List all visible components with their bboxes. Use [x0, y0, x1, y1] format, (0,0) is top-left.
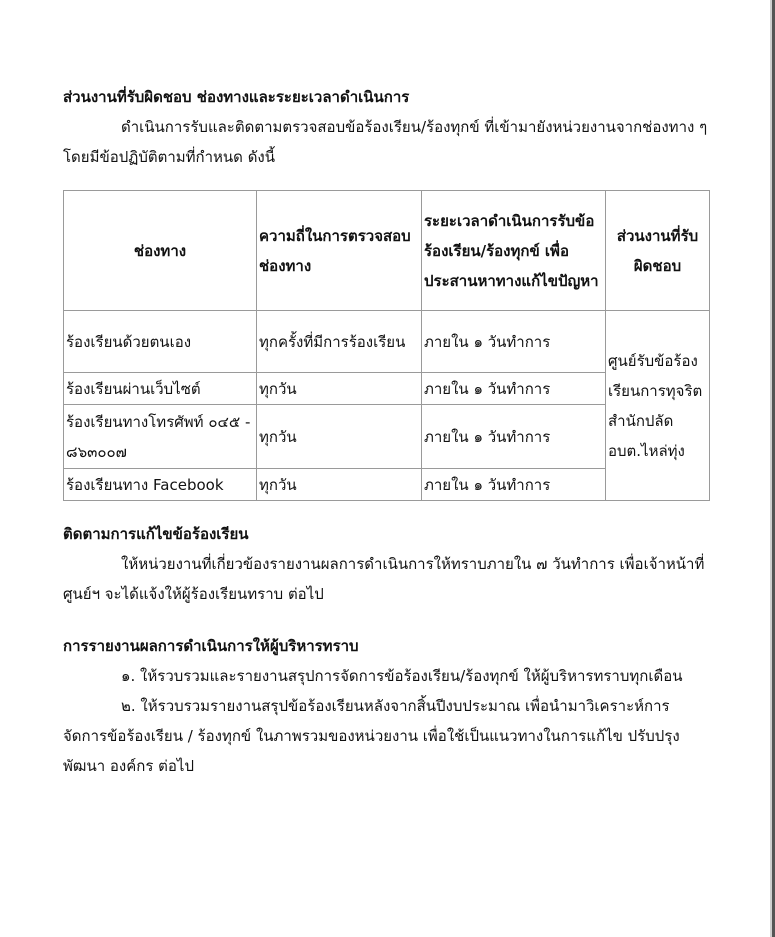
header-channel: ช่องทาง — [64, 191, 257, 311]
table-header-row — [64, 191, 710, 311]
section-paragraph-responsibility: ดำเนินการรับและติดตามตรวจสอบข้อร้องเรียน/ร้องทุกข์ ที่เข้ามายังหน่วยงานจากช่องทาง ๆ โดยมีข้อปฏิบัติตามที่กำหนด ดังนี้ — [63, 118, 708, 166]
channels-table — [63, 190, 710, 501]
cell-frequency: ทุกวัน — [257, 373, 422, 405]
spacer — [63, 501, 713, 519]
table-row — [64, 311, 710, 373]
section-heading-reporting: การรายงานผลการดำเนินการให้ผู้บริหารทราบ — [63, 637, 359, 655]
header-frequency: ความถี่ในการตรวจสอบช่องทาง — [257, 191, 422, 311]
document-body — [63, 82, 713, 781]
cell-timeframe: ภายใน ๑ วันทำการ — [422, 373, 606, 405]
cell-timeframe: ภายใน ๑ วันทำการ — [422, 311, 606, 373]
cell-channel: ร้องเรียนทาง Facebook — [64, 469, 257, 501]
header-owner: ส่วนงานที่รับผิดชอบ — [606, 191, 710, 311]
cell-channel: ร้องเรียนทางโทรศัพท์ ๐๔๕ - ๘๖๓๐๐๗ — [64, 405, 257, 469]
cell-channel: ร้องเรียนผ่านเว็บไซต์ — [64, 373, 257, 405]
reporting-item-2: ๒. ให้รวบรวมรายงานสรุปข้อร้องเรียนหลังจากสิ้นปีงบประมาณ เพื่อนำมาวิเคราะห์การจัดการข้อร้องเรียน / ร้องทุกข์ ในภาพรวมของหน่วยงาน เพื่อใช้เป็นแนวทางในการแก้ไข ปรับปรุง พัฒนา องค์กร ต่อไป — [63, 697, 680, 775]
reporting-item-1: ๑. ให้รวบรวมและรายงานสรุปการจัดการข้อร้องเรียน/ร้องทุกข์ ให้ผู้บริหารทราบทุกเดือน — [121, 667, 683, 685]
section-paragraph-followup: ให้หน่วยงานที่เกี่ยวข้องรายงานผลการดำเนินการให้ทราบภายใน ๗ วันทำการ เพื่อเจ้าหน้าที่ศูนย์ฯ จะได้แจ้งให้ผู้ร้องเรียนทราบ ต่อไป — [63, 555, 705, 603]
cell-timeframe: ภายใน ๑ วันทำการ — [422, 469, 606, 501]
cell-frequency: ทุกครั้งที่มีการร้องเรียน — [257, 311, 422, 373]
cell-owner: ศูนย์รับข้อร้องเรียนการทุจริต สำนักปลัดอบต.ไหล่ทุ่ง — [606, 311, 710, 501]
cell-frequency: ทุกวัน — [257, 469, 422, 501]
cell-frequency: ทุกวัน — [257, 405, 422, 469]
cell-channel: ร้องเรียนด้วยตนเอง — [64, 311, 257, 373]
section-heading-followup: ติดตามการแก้ไขข้อร้องเรียน — [63, 525, 249, 543]
cell-timeframe: ภายใน ๑ วันทำการ — [422, 405, 606, 469]
section-heading-responsibility: ส่วนงานที่รับผิดชอบ ช่องทางและระยะเวลาดำเนินการ — [63, 88, 410, 106]
spacer — [63, 609, 713, 631]
header-timeframe: ระยะเวลาดำเนินการรับข้อร้องเรียน/ร้องทุกข์ เพื่อประสานหาทางแก้ไขปัญหา — [422, 191, 606, 311]
